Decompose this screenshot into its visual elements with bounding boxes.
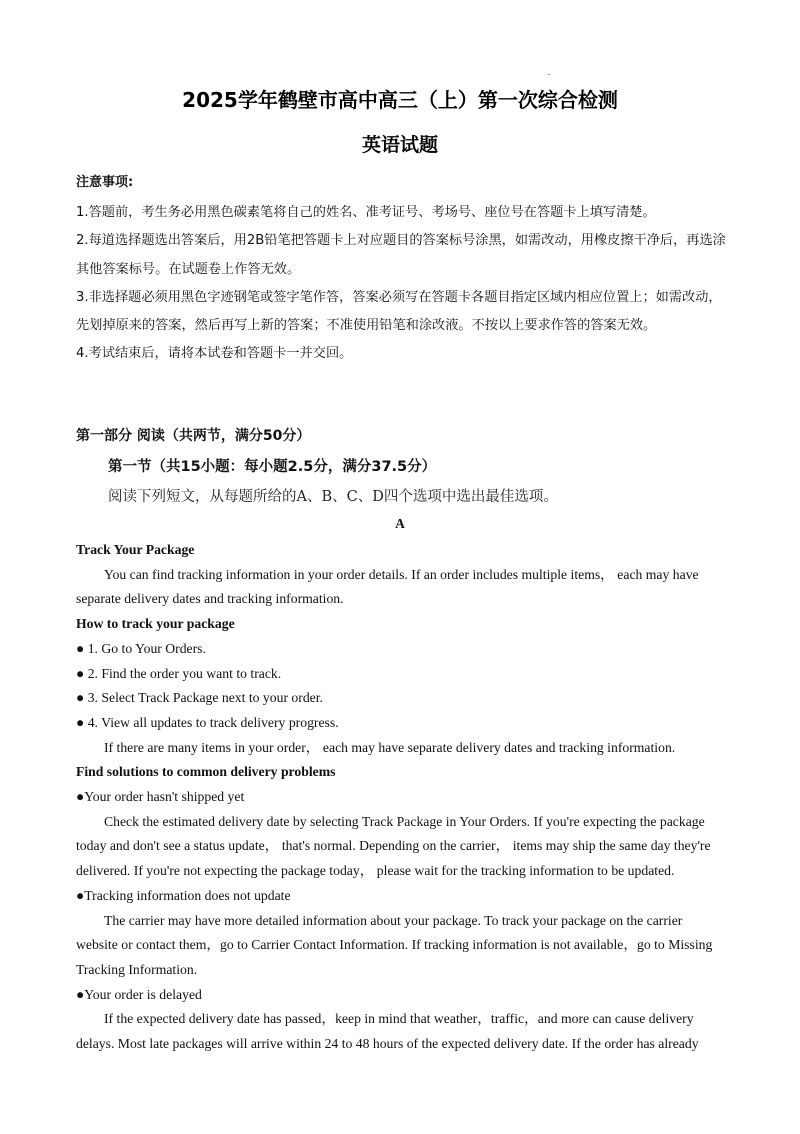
passage-intro: You can find tracking information in your order details. If an order includes multiple items， each may have separate delivery dates and tracking information.	[76, 566, 699, 607]
scan-mark	[548, 74, 550, 75]
part-heading: 第一部分 阅读（共两节，满分50分）	[76, 428, 311, 444]
notice-item: 1.答题前，考生务必用黑色碳素笔将自己的姓名、准考证号、考场号、座位号在答题卡上填写清楚。	[76, 205, 656, 220]
how-to-heading: How to track your package	[76, 616, 235, 632]
problem-text: The carrier may have more detailed information about your package. To track your package on the carrier website or contact them，go to Carrier Contact Information. If tracking information is not available，go to Missing Tracking Information.	[76, 912, 713, 977]
solutions-heading: Find solutions to common delivery problems	[76, 764, 336, 780]
passage-body	[76, 538, 726, 1057]
problem-heading: ●Tracking information does not update	[76, 887, 291, 903]
notice-heading: 注意事项:	[76, 175, 134, 190]
section-heading: 第一节（共15小题：每小题2.5分，满分37.5分）	[108, 459, 437, 475]
notice-item: 2.每道选择题选出答案后，用2B铅笔把答题卡上对应题目的答案标号涂黑，如需改动，用橡皮擦干净后，再选涂其他答案标号。在试题卷上作答无效。	[76, 233, 726, 277]
section-instruction: 阅读下列短文，从每题所给的A、B、C、D四个选项中选出最佳选项。	[108, 489, 558, 505]
step-item: ● 2. Find the order you want to track.	[76, 665, 282, 681]
problem-text: If the expected delivery date has passed，keep in mind that weather，traffic，and more can cause delivery delays. Most late packages will arrive within 24 to 48 hours of the expected delivery date. If the order has already	[76, 1011, 699, 1052]
step-item: ● 4. View all updates to track delivery progress.	[76, 714, 339, 730]
exam-title: 2025学年鹤壁市高中高三（上）第一次综合检测	[182, 88, 618, 112]
problem-text: Check the estimated delivery date by selecting Track Package in Your Orders. If you're expecting the package today and don't see a status update， that's normal. Depending on the carrier， items may ship the same day they're delivered. If you're not expecting the package today， please wait for the tracking information to be updated.	[76, 813, 711, 879]
notice-item: 3.非选择题必须用黑色字迹钢笔或签字笔作答，答案必须写在答题卡各题目指定区域内相应位置上；如需改动，先划掉原来的答案，然后再写上新的答案；不准使用铅笔和涂改液。不按以上要求作答的答案无效。	[76, 289, 722, 334]
passage-title: Track Your Package	[76, 542, 195, 557]
exam-subtitle: 英语试题	[361, 134, 438, 156]
notice-item: 4.考试结束后，请将本试卷和答题卡一并交回。	[76, 346, 353, 362]
problem-heading: ●Your order is delayed	[76, 986, 202, 1002]
passage-label: A	[395, 516, 405, 531]
many-items-note: If there are many items in your order， each may have separate delivery dates and tracking information.	[104, 739, 676, 755]
problem-heading: ●Your order hasn't shipped yet	[76, 789, 245, 805]
notice-list	[76, 199, 726, 369]
step-item: ● 1. Go to Your Orders.	[76, 640, 206, 656]
step-item: ● 3. Select Track Package next to your order.	[76, 690, 323, 706]
